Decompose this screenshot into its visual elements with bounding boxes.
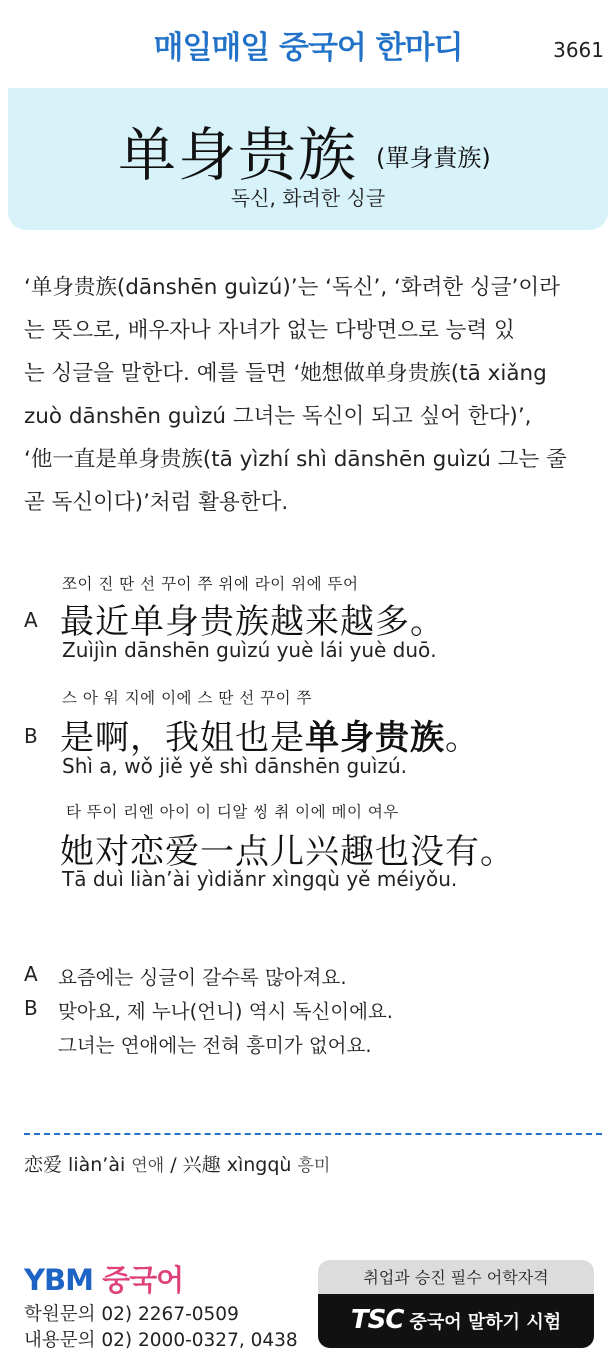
pinyin-line: Zuìjìn dānshēn guìzú yuè lái yuè duō. (62, 638, 437, 662)
speaker-a: A (24, 608, 38, 632)
explanation-line: ‘单身贵族(dānshēn guìzú)’는 ‘독신’, ‘화려한 싱글’이라 (24, 275, 560, 300)
sentence-end: 。 (445, 718, 480, 758)
tsc-slogan: 취업과 승진 필수 어학자격 (318, 1260, 594, 1294)
tsc-logo: TSC (350, 1305, 404, 1335)
translation-line: 요즘에는 싱글이 갈수록 많아져요. (58, 966, 347, 989)
chinese-sentence: 她对恋爱一点儿兴趣也没有。 (60, 832, 515, 872)
vocab-meaning: 연애 (131, 1156, 165, 1176)
pronunciation-guide: 타 뚜이 리엔 아이 이 디알 씽 취 이에 메이 여우 (66, 803, 399, 821)
logo-brand: YBM (24, 1263, 93, 1297)
translation-line: 그녀는 연애에는 전혀 흥미가 없어요. (58, 1034, 372, 1057)
academy-contact: 학원문의 02) 2267-0509 (24, 1304, 239, 1325)
highlighted-expression: 单身贵族 (305, 718, 445, 758)
translation-line: 맞아요, 제 누나(언니) 역시 독신이에요. (58, 1000, 393, 1023)
pinyin-line: Tā duì liàn’ài yìdiǎnr xìngqù yě méiyǒu. (62, 867, 458, 891)
traditional-form: (單身貴族) (376, 144, 491, 172)
ybm-logo (24, 1258, 183, 1299)
main-expression: 单身贵族 (118, 121, 359, 189)
dashed-divider (24, 1133, 602, 1135)
explanation-line: 는 뜻으로, 배우자나 자녀가 없는 다방면으로 능력 있 (24, 318, 515, 343)
content-contact: 내용문의 02) 2000-0327, 0438 (24, 1330, 298, 1351)
vocab-word: 兴趣 xìngqù (182, 1154, 292, 1176)
chinese-sentence: 最近单身贵族越来越多。 (60, 602, 445, 642)
vocab-word: 恋爱 liàn’ài (24, 1154, 126, 1176)
vocabulary-line (24, 1150, 330, 1177)
explanation-line: 곧 독신이다)’처럼 활용한다. (24, 490, 289, 515)
translation-speaker-a: A (24, 962, 38, 986)
tsc-bar (318, 1294, 594, 1348)
chinese-sentence (60, 710, 480, 759)
header-title: 매일매일 중국어 한마디 (153, 30, 463, 66)
explanation-line: ‘他一直是单身贵族(tā yìzhí shì dānshēn guìzú 그는 줄 (24, 447, 567, 472)
translation-speaker-b: B (24, 996, 38, 1020)
tsc-banner (318, 1260, 594, 1348)
pronunciation-guide: 스 아 워 지에 이에 스 딴 선 꾸이 쭈 (62, 689, 312, 707)
expression-meaning: 독신, 화려한 싱글 (230, 186, 386, 210)
sentence-part: 是啊，我姐也是 (60, 718, 305, 758)
explanation-line: zuò dānshēn guìzú 그녀는 독신이 되고 싶어 한다)’, (24, 404, 532, 429)
tsc-name: 중국어 말하기 시험 (409, 1312, 562, 1333)
speaker-b: B (24, 724, 38, 748)
explanation-paragraph (24, 266, 606, 524)
explanation-line: 는 싱글을 말한다. 예를 들면 ‘她想做单身贵族(tā xiǎng (24, 361, 547, 386)
pronunciation-guide: 쪼이 진 딴 선 꾸이 쭈 위에 라이 위에 뚜어 (62, 575, 359, 593)
logo-korean: 중국어 (102, 1263, 184, 1297)
issue-number: 3661 (553, 38, 604, 62)
pinyin-line: Shì a, wǒ jiě yě shì dānshēn guìzú. (62, 754, 408, 778)
vocab-meaning: 흥미 (297, 1156, 331, 1176)
vocab-separator: / (170, 1154, 177, 1176)
